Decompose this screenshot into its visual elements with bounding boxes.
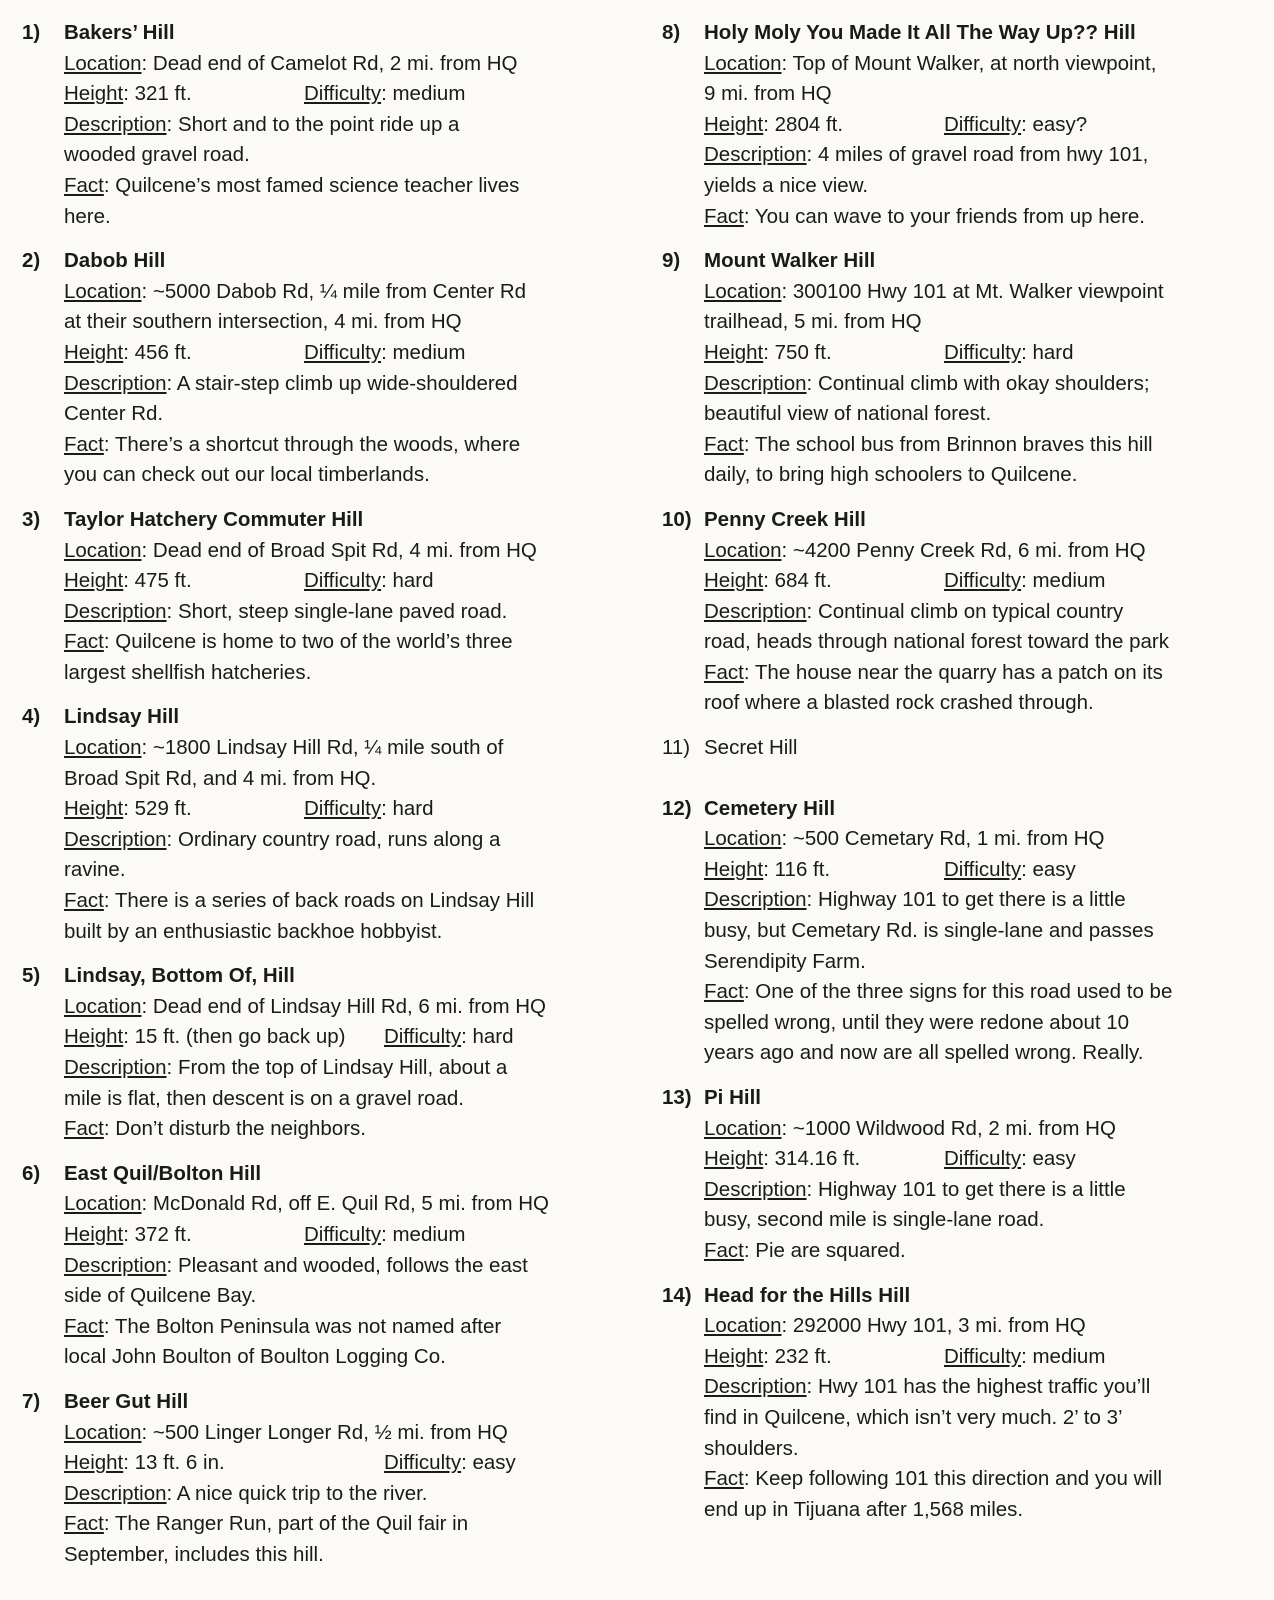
description-line <box>64 1479 622 1510</box>
description-value: : From the top of Lindsay Hill, about a <box>166 1056 508 1079</box>
difficulty-label: Difficulty <box>944 857 1022 881</box>
description-line <box>704 1175 1262 1206</box>
fact-line <box>64 886 622 917</box>
description-continued: mile is flat, then descent is on a gravel road. <box>64 1086 464 1110</box>
fact-label: Fact <box>64 173 104 197</box>
description-continued: wooded gravel road. <box>64 143 250 167</box>
location-value: : ~1800 Lindsay Hill Rd, ¼ mile south of <box>141 736 504 760</box>
description-label: Description <box>64 371 167 395</box>
difficulty-value: : medium <box>1021 569 1106 593</box>
hill-number: 4) <box>22 705 41 729</box>
location-label: Location <box>64 736 142 760</box>
fact-continued: here. <box>64 204 111 228</box>
location-line <box>64 992 622 1023</box>
fact-label: Fact <box>64 1314 104 1338</box>
fact-line <box>64 627 622 658</box>
hill-entry-2 <box>22 246 622 491</box>
hill-name: Penny Creek Hill <box>704 507 866 531</box>
description-label: Description <box>704 1375 807 1399</box>
fact-label: Fact <box>64 889 104 913</box>
description-line <box>64 825 622 856</box>
difficulty-value: : hard <box>381 797 434 821</box>
description-label: Description <box>704 371 807 395</box>
location-value: : ~4200 Penny Creek Rd, 6 mi. from HQ <box>781 538 1146 562</box>
difficulty-value: : medium <box>381 82 466 106</box>
hill-number: 5) <box>22 964 41 988</box>
hill-name: Head for the Hills Hill <box>704 1283 911 1307</box>
difficulty-value: : hard <box>381 569 434 593</box>
fact-line <box>64 1114 622 1145</box>
hill-name: Beer Gut Hill <box>64 1389 189 1413</box>
location-value: : Dead end of Lindsay Hill Rd, 6 mi. from HQ <box>141 994 546 1018</box>
location-value: : 292000 Hwy 101, 3 mi. from HQ <box>781 1314 1086 1338</box>
description-line <box>704 140 1262 171</box>
location-value: : ~500 Linger Longer Rd, ½ mi. from HQ <box>141 1420 508 1444</box>
difficulty-value: : medium <box>381 1222 466 1246</box>
height-label: Height <box>704 1147 764 1171</box>
description-continued: find in Quilcene, which isn’t very much. 2’ to 3’ <box>704 1405 1123 1429</box>
hill-name: Lindsay, Bottom Of, Hill <box>64 964 295 988</box>
fact-value: : The Bolton Peninsula was not named after <box>103 1314 502 1338</box>
height-difficulty-line <box>704 110 1262 141</box>
fact-label: Fact <box>64 630 104 654</box>
difficulty-label: Difficulty <box>384 1451 462 1475</box>
hill-name: Lindsay Hill <box>64 705 180 729</box>
hill-entry-9 <box>662 246 1262 491</box>
hill-number: 10) <box>662 507 692 531</box>
location-value: : Top of Mount Walker, at north viewpoint, <box>781 51 1157 75</box>
location-label: Location <box>64 1420 142 1444</box>
height-label: Height <box>704 340 764 364</box>
location-line <box>704 1311 1262 1342</box>
fact-line <box>704 1464 1262 1495</box>
fact-line <box>704 1236 1262 1267</box>
description-line <box>704 1372 1262 1403</box>
fact-line <box>704 977 1262 1008</box>
description-continued: beautiful view of national forest. <box>704 402 992 426</box>
height-difficulty-line <box>704 1144 1262 1175</box>
description-label: Description <box>704 1177 807 1201</box>
hill-entry-11 <box>662 733 1262 764</box>
difficulty-value: : hard <box>1021 340 1074 364</box>
fact-label: Fact <box>704 204 744 228</box>
description-line <box>64 110 622 141</box>
hill-number: 7) <box>22 1389 41 1413</box>
fact-label: Fact <box>64 1512 104 1536</box>
description-value: : Short, steep single-lane paved road. <box>166 599 508 623</box>
location-line <box>64 1189 622 1220</box>
difficulty-value: : easy <box>1021 857 1076 881</box>
description-continued: ravine. <box>64 858 126 882</box>
fact-label: Fact <box>704 1467 744 1491</box>
hill-name: Cemetery Hill <box>704 796 836 820</box>
fact-line <box>704 658 1262 689</box>
height-value: : 116 ft. <box>763 857 831 881</box>
height-value: : 232 ft. <box>763 1344 832 1368</box>
description-line <box>704 597 1262 628</box>
description-continued: busy, but Cemetary Rd. is single-lane and passes <box>704 919 1154 943</box>
height-difficulty-line <box>704 338 1262 369</box>
height-difficulty-line <box>704 566 1262 597</box>
fact-continued: built by an enthusiastic backhoe hobbyist. <box>64 919 443 943</box>
description-line <box>64 597 622 628</box>
location-label: Location <box>64 279 142 303</box>
height-difficulty-line <box>64 338 622 369</box>
hill-number: 3) <box>22 507 41 531</box>
hill-entry-4 <box>22 702 622 947</box>
difficulty-value: : medium <box>381 340 466 364</box>
height-difficulty-line <box>64 794 622 825</box>
location-label: Location <box>704 827 782 851</box>
hill-number: 13) <box>662 1086 692 1109</box>
location-label: Location <box>704 279 782 303</box>
difficulty-value: : medium <box>1021 1344 1106 1368</box>
location-line <box>704 277 1262 308</box>
description-value: : Short and to the point ride up a <box>166 112 460 136</box>
fact-continued: you can check out our local timberlands. <box>64 463 430 487</box>
height-value: : 529 ft. <box>123 797 192 821</box>
hill-name: Mount Walker Hill <box>704 249 876 273</box>
fact-value: : The house near the quarry has a patch on its <box>743 660 1163 684</box>
difficulty-value: : easy <box>461 1451 516 1475</box>
location-label: Location <box>64 538 142 562</box>
height-label: Height <box>64 340 124 364</box>
difficulty-label: Difficulty <box>944 1147 1022 1171</box>
fact-line <box>704 202 1262 233</box>
location-line <box>64 49 622 80</box>
hill-entry-1 <box>22 18 622 232</box>
location-label: Location <box>64 1192 142 1216</box>
location-line <box>64 277 622 308</box>
location-label: Location <box>704 51 782 75</box>
fact-value: : One of the three signs for this road used to be <box>743 980 1173 1004</box>
location-label: Location <box>704 1314 782 1338</box>
height-difficulty-line <box>64 79 622 110</box>
difficulty-label: Difficulty <box>304 797 382 821</box>
description-continued: shoulders. <box>704 1436 799 1460</box>
hill-entry-14 <box>662 1281 1262 1526</box>
fact-continued: spelled wrong, until they were redone about 10 <box>704 1010 1130 1034</box>
height-value: : 15 ft. (then go back up) <box>123 1025 346 1049</box>
fact-label: Fact <box>64 432 104 456</box>
height-value: : 13 ft. 6 in. <box>123 1451 225 1475</box>
height-difficulty-line <box>704 1342 1262 1373</box>
height-label: Height <box>704 1344 764 1368</box>
location-value: : ~5000 Dabob Rd, ¼ mile from Center Rd <box>141 279 527 303</box>
fact-continued: roof where a blasted rock crashed through. <box>704 691 1094 715</box>
height-label: Height <box>64 569 124 593</box>
description-value: : A nice quick trip to the river. <box>166 1481 428 1505</box>
location-line <box>704 1114 1262 1145</box>
hill-entry-3 <box>22 505 622 689</box>
difficulty-label: Difficulty <box>944 1344 1022 1368</box>
fact-line <box>64 430 622 461</box>
height-label: Height <box>704 569 764 593</box>
description-value: : Highway 101 to get there is a little <box>806 888 1126 912</box>
height-label: Height <box>64 82 124 106</box>
location-label: Location <box>704 1116 782 1140</box>
fact-value: : Don’t disturb the neighbors. <box>103 1117 366 1141</box>
height-label: Height <box>64 1451 124 1475</box>
description-value: : A stair-step climb up wide-shouldered <box>166 371 518 395</box>
description-label: Description <box>704 888 807 912</box>
location-value: : ~500 Cemetary Rd, 1 mi. from HQ <box>781 827 1105 851</box>
description-line <box>64 369 622 400</box>
location-line <box>704 49 1262 80</box>
description-line <box>64 1053 622 1084</box>
description-value: : Ordinary country road, runs along a <box>166 827 501 851</box>
description-continued: busy, second mile is single-lane road. <box>704 1208 1045 1232</box>
description-label: Description <box>64 1253 167 1277</box>
hill-number: 8) <box>662 21 681 44</box>
fact-value: : Quilcene is home to two of the world’s three <box>103 630 513 654</box>
location-value: : 300100 Hwy 101 at Mt. Walker viewpoint <box>781 279 1164 303</box>
height-difficulty-line <box>64 1448 622 1479</box>
height-value: : 2804 ft. <box>763 112 844 136</box>
height-difficulty-line <box>64 1220 622 1251</box>
height-value: : 456 ft. <box>123 340 192 364</box>
fact-value: : There is a series of back roads on Lindsay Hill <box>103 889 535 913</box>
location-continued: Broad Spit Rd, and 4 mi. from HQ. <box>64 766 377 790</box>
left-column <box>22 18 622 1571</box>
location-value: : Dead end of Broad Spit Rd, 4 mi. from HQ <box>141 538 537 562</box>
difficulty-label: Difficulty <box>944 112 1022 136</box>
location-line <box>64 536 622 567</box>
height-value: : 321 ft. <box>123 82 192 106</box>
description-label: Description <box>64 112 167 136</box>
hill-number: 11) <box>662 736 691 760</box>
description-line <box>704 369 1262 400</box>
hill-number: 9) <box>662 249 681 273</box>
description-label: Description <box>704 143 807 167</box>
difficulty-label: Difficulty <box>304 569 382 593</box>
fact-continued: daily, to bring high schoolers to Quilcene. <box>704 463 1078 487</box>
fact-continued: September, includes this hill. <box>64 1542 324 1566</box>
location-label: Location <box>64 994 142 1018</box>
hill-entry-10 <box>662 505 1262 719</box>
hill-name: Dabob Hill <box>64 249 166 273</box>
difficulty-label: Difficulty <box>304 1222 382 1246</box>
fact-line <box>704 430 1262 461</box>
height-label: Height <box>64 1222 124 1246</box>
height-difficulty-line <box>64 1022 622 1053</box>
hill-number: 2) <box>22 249 41 273</box>
fact-value: : There’s a shortcut through the woods, where <box>103 432 521 456</box>
fact-line <box>64 1509 622 1540</box>
description-continued: road, heads through national forest toward the park <box>704 630 1169 654</box>
fact-value: : The Ranger Run, part of the Quil fair in <box>103 1512 469 1536</box>
difficulty-label: Difficulty <box>304 340 382 364</box>
hill-entry-6 <box>22 1159 622 1373</box>
location-continued: 9 mi. from HQ <box>704 82 832 106</box>
height-value: : 750 ft. <box>763 340 832 364</box>
hill-name: Holy Moly You Made It All The Way Up?? Hill <box>704 21 1136 44</box>
location-label: Location <box>704 538 782 562</box>
location-line <box>64 733 622 764</box>
height-label: Height <box>64 797 124 821</box>
height-value: : 475 ft. <box>123 569 192 593</box>
description-continued: yields a nice view. <box>704 173 869 197</box>
description-value: : Continual climb with okay shoulders; <box>806 371 1150 395</box>
hill-name: Bakers’ Hill <box>64 21 175 44</box>
location-line <box>64 1418 622 1449</box>
location-continued: at their southern intersection, 4 mi. from HQ <box>64 310 462 334</box>
description-line <box>64 1251 622 1282</box>
height-difficulty-line <box>64 566 622 597</box>
fact-continued: local John Boulton of Boulton Logging Co. <box>64 1345 446 1369</box>
height-label: Height <box>704 857 764 881</box>
difficulty-label: Difficulty <box>944 340 1022 364</box>
description-continued: side of Quilcene Bay. <box>64 1284 257 1308</box>
difficulty-label: Difficulty <box>384 1025 462 1049</box>
description-label: Description <box>64 827 167 851</box>
fact-value: : Pie are squared. <box>743 1238 906 1262</box>
hill-number: 12) <box>662 796 692 820</box>
description-value: : 4 miles of gravel road from hwy 101, <box>806 143 1149 167</box>
difficulty-value: : easy <box>1021 1147 1076 1171</box>
location-value: : Dead end of Camelot Rd, 2 mi. from HQ <box>141 51 518 75</box>
description-label: Description <box>64 1056 167 1079</box>
description-label: Description <box>64 599 167 623</box>
difficulty-value: : hard <box>461 1025 514 1049</box>
height-value: : 372 ft. <box>123 1222 192 1246</box>
description-continued: Center Rd. <box>64 402 164 426</box>
location-line <box>704 824 1262 855</box>
location-value: : McDonald Rd, off E. Quil Rd, 5 mi. from HQ <box>141 1192 549 1216</box>
description-value: : Hwy 101 has the highest traffic you’ll <box>806 1375 1151 1399</box>
hill-entry-13 <box>662 1083 1262 1267</box>
description-value: : Highway 101 to get there is a little <box>806 1177 1126 1201</box>
fact-value: : The school bus from Brinnon braves this hill <box>743 432 1153 456</box>
hill-name: Pi Hill <box>704 1086 761 1109</box>
fact-line <box>64 1312 622 1343</box>
fact-value: : You can wave to your friends from up here. <box>743 204 1145 228</box>
hill-number: 1) <box>22 21 41 44</box>
description-continued: Serendipity Farm. <box>704 949 866 973</box>
location-line <box>704 536 1262 567</box>
location-continued: trailhead, 5 mi. from HQ <box>704 310 922 334</box>
hill-number: 14) <box>662 1283 692 1307</box>
fact-label: Fact <box>704 980 744 1004</box>
hill-entry-7 <box>22 1387 622 1571</box>
height-difficulty-line <box>704 855 1262 886</box>
description-value: : Pleasant and wooded, follows the east <box>166 1253 528 1277</box>
location-value: : ~1000 Wildwood Rd, 2 mi. from HQ <box>781 1116 1116 1140</box>
difficulty-label: Difficulty <box>304 82 382 106</box>
hill-number: 6) <box>22 1161 41 1185</box>
height-label: Height <box>704 112 764 136</box>
fact-value: : Quilcene’s most famed science teacher lives <box>103 173 520 197</box>
fact-label: Fact <box>704 1238 744 1262</box>
description-label: Description <box>64 1481 167 1505</box>
fact-label: Fact <box>704 660 744 684</box>
hill-name: Secret Hill <box>704 736 798 760</box>
right-column <box>662 18 1262 1525</box>
location-label: Location <box>64 51 142 75</box>
fact-continued: end up in Tijuana after 1,568 miles. <box>704 1497 1024 1521</box>
hill-name: Taylor Hatchery Commuter Hill <box>64 507 364 531</box>
fact-label: Fact <box>704 432 744 456</box>
description-line <box>704 885 1262 916</box>
hill-name: East Quil/Bolton Hill <box>64 1161 262 1185</box>
fact-continued: years ago and now are all spelled wrong. Really. <box>704 1041 1144 1065</box>
difficulty-label: Difficulty <box>944 569 1022 593</box>
fact-label: Fact <box>64 1117 104 1141</box>
hill-entry-8 <box>662 18 1262 232</box>
height-label: Height <box>64 1025 124 1049</box>
height-value: : 684 ft. <box>763 569 832 593</box>
hill-entry-5 <box>22 961 622 1145</box>
hill-entry-12 <box>662 794 1262 1069</box>
fact-line <box>64 171 622 202</box>
description-label: Description <box>704 599 807 623</box>
fact-continued: largest shellfish hatcheries. <box>64 660 312 684</box>
description-value: : Continual climb on typical country <box>806 599 1124 623</box>
height-value: : 314.16 ft. <box>763 1147 861 1171</box>
fact-value: : Keep following 101 this direction and you will <box>743 1467 1163 1491</box>
difficulty-value: : easy? <box>1021 112 1088 136</box>
